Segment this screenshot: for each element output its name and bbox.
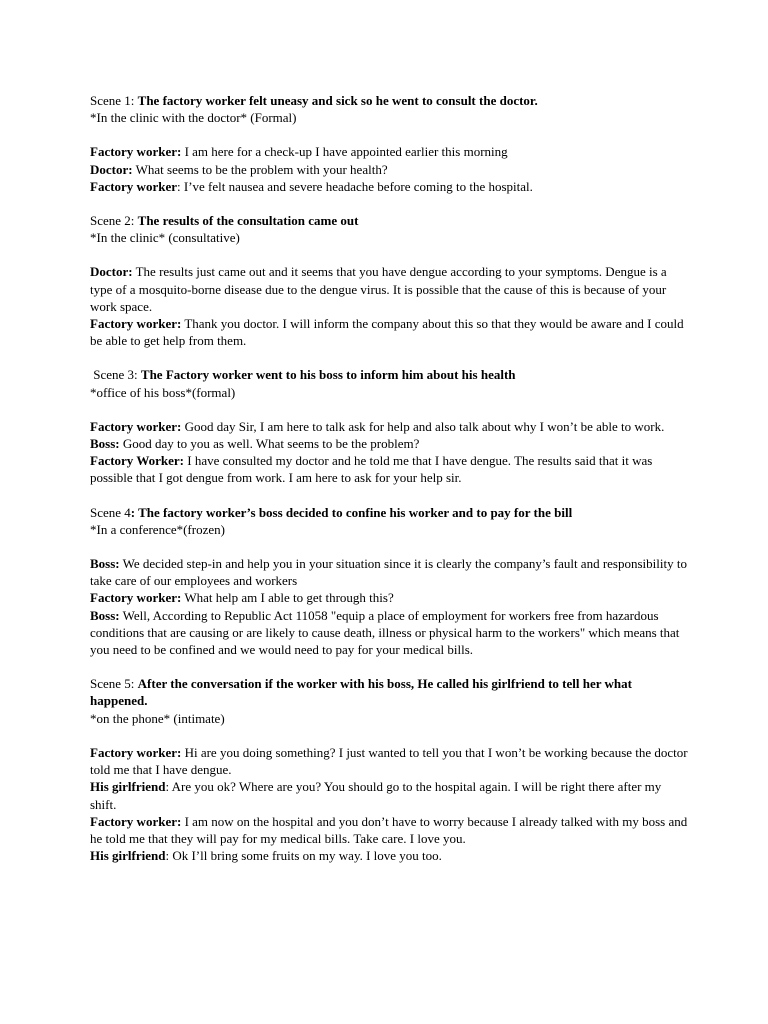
speaker-name: His girlfriend <box>90 848 166 864</box>
dialogue-text: What help am I able to get through this? <box>181 590 394 606</box>
speaker-name: Factory worker: <box>90 590 182 606</box>
speaker-name: Factory worker: <box>90 813 182 829</box>
scene-label: Scene 4 <box>90 504 131 520</box>
speaker-name: Factory worker: <box>90 418 182 434</box>
speaker-name: Doctor: <box>90 161 133 177</box>
speaker-name: Factory Worker: <box>90 453 184 469</box>
dialogue-text: We decided step-in and help you in your situation since it is clearly the company’s fault and responsibility to take care of our employees and workers <box>90 556 687 589</box>
dialogue-text: Well, According to Republic Act 11058 "equip a place of employment for workers free from hazardous conditions that are causing or are likely to cause death, illness or physical harm to the workers" which means that you need to be confined and we would need to pay for your medical bills. <box>90 607 680 658</box>
dialogue-line <box>90 452 690 486</box>
dialogue-line <box>90 555 690 589</box>
speaker-name: His girlfriend <box>90 779 166 795</box>
dialogue-line <box>90 847 690 864</box>
scene-title: After the conversation if the worker with his boss, He called his girlfriend to tell her what happened. <box>90 676 632 709</box>
speaker-name: Factory worker: <box>90 744 182 760</box>
scene-setting: *In the clinic* (consultative) <box>90 230 240 246</box>
dialogue-line <box>90 315 690 349</box>
dialogue-text: Good day to you as well. What seems to be the problem? <box>119 436 420 452</box>
dialogue-text: : I’ve felt nausea and severe headache before coming to the hospital. <box>177 178 533 194</box>
dialogue-text: : Ok I’ll bring some fruits on my way. I love you too. <box>165 848 442 864</box>
dialogue-line <box>90 435 690 452</box>
dialogue-text: The results just came out and it seems that you have dengue according to your symptoms. Dengue is a type of a mosquito-borne disease due to the dengue virus. It is possible that the cause of this is because of your work space. <box>90 264 667 314</box>
dialogue-line <box>90 589 690 606</box>
speaker-name: Boss: <box>90 607 120 623</box>
dialogue-text: I am here for a check-up I have appointed earlier this morning <box>181 144 508 160</box>
dialogue-text: I have consulted my doctor and he told me that I have dengue. The results said that it was possible that I got dengue from work. I am here to ask for your help sir. <box>90 453 653 486</box>
scene-4 <box>90 504 690 659</box>
scene-heading <box>90 212 690 229</box>
scene-2 <box>90 212 690 349</box>
scene-title: The factory worker felt uneasy and sick so he went to consult the doctor. <box>137 93 538 108</box>
dialogue-text: Thank you doctor. I will inform the company about this so that they would be aware and I could be able to get help from them. <box>90 316 684 349</box>
scene-heading <box>90 366 690 383</box>
dialogue-text: I am now on the hospital and you don’t have to worry because I already talked with my boss and he told me that they will pay for my medical bills. Take care. I love you. <box>90 813 688 846</box>
scene-label: Scene 5: <box>90 676 138 692</box>
dialogue-line <box>90 178 690 195</box>
scene-title: : The factory worker’s boss decided to confine his worker and to pay for the bill <box>130 504 573 520</box>
dialogue-line <box>90 263 690 315</box>
dialogue-line <box>90 143 690 160</box>
dialogue-text: Hi are you doing something? I just wanted to tell you that I won’t be working because the doctor told me that I have dengue. <box>90 744 688 778</box>
scene-heading <box>90 92 690 109</box>
scene-3 <box>90 366 690 486</box>
scene-5 <box>90 675 690 864</box>
dialogue-line <box>90 813 690 847</box>
speaker-name: Boss: <box>90 436 120 452</box>
scene-setting: *In a conference*(frozen) <box>90 521 225 537</box>
scene-heading <box>90 504 690 521</box>
scene-title: The results of the consultation came out <box>137 213 359 229</box>
scene-heading <box>90 675 690 709</box>
scene-1 <box>90 92 690 195</box>
dialogue-line <box>90 161 690 178</box>
dialogue-text: What seems to be the problem with your health? <box>132 161 388 177</box>
dialogue-line <box>90 607 690 659</box>
scene-setting: *In the clinic with the doctor* (Formal) <box>90 110 297 126</box>
scene-label: Scene 2: <box>90 213 138 229</box>
scene-setting: *on the phone* (intimate) <box>90 710 225 726</box>
speaker-name: Factory worker: <box>90 144 182 160</box>
speaker-name: Boss: <box>90 556 120 572</box>
speaker-name: Factory worker: <box>90 316 182 332</box>
dialogue-line <box>90 418 690 435</box>
dialogue-text: : Are you ok? Where are you? You should go to the hospital again. I will be right there after my shift. <box>90 779 662 812</box>
dialogue-text: Good day Sir, I am here to talk ask for help and also talk about why I won’t be able to work. <box>181 418 665 434</box>
scene-setting: *office of his boss*(formal) <box>90 384 236 400</box>
document-page <box>90 92 690 881</box>
dialogue-line <box>90 744 690 778</box>
dialogue-line <box>90 778 690 812</box>
speaker-name: Factory worker <box>90 178 177 194</box>
speaker-name: Doctor: <box>90 264 133 280</box>
scene-title: The Factory worker went to his boss to inform him about his health <box>140 367 516 383</box>
scene-label: Scene 3: <box>90 367 141 383</box>
scene-label: Scene 1: <box>90 93 138 108</box>
